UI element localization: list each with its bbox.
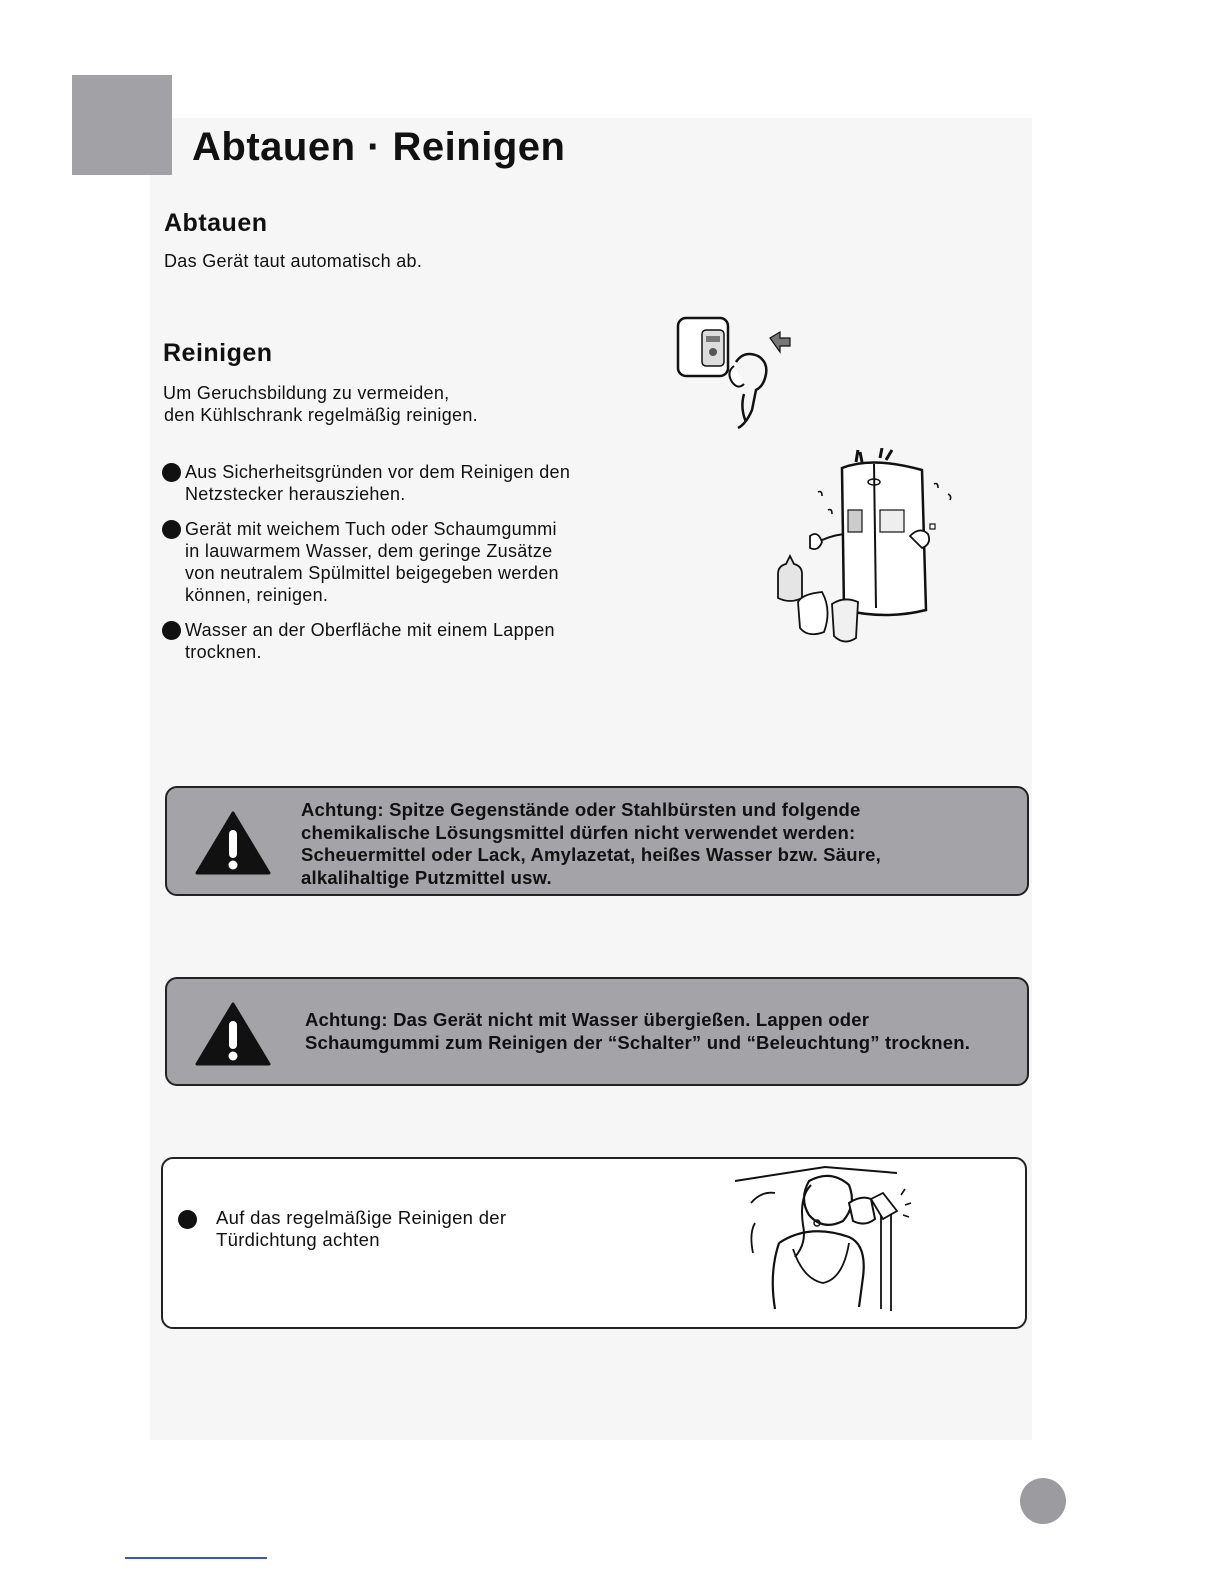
list-item (162, 619, 642, 663)
warning-triangle-icon (195, 810, 271, 876)
warning-text (301, 799, 881, 889)
warning-line: Schaumgummi zum Reinigen der “Schalter” und “Beleuchtung” trocknen. (305, 1031, 971, 1053)
bullet-dot-icon (178, 1210, 197, 1229)
page-title: Abtauen · Reinigen (192, 125, 566, 169)
abtauen-text: Das Gerät taut automatisch ab. (164, 251, 423, 271)
unplug-illustration (672, 310, 802, 430)
bullet-dot-icon (162, 463, 181, 482)
reinigen-intro-line: den Kühlschrank regelmäßig reinigen. (164, 405, 478, 425)
warning-line: Scheuermittel oder Lack, Amylazetat, heißes Wasser bzw. Säure, (301, 844, 881, 865)
bullet-line: Aus Sicherheitsgründen vor dem Reinigen den (185, 462, 571, 482)
warning-box-water (165, 977, 1029, 1086)
door-seal-cleaning-illustration (731, 1163, 931, 1323)
cleaning-bullet-list (162, 461, 642, 676)
footer-link-line (125, 1557, 267, 1559)
reinigen-heading: Reinigen (163, 339, 273, 367)
tip-line: Türdichtung achten (216, 1229, 380, 1250)
warning-line: Achtung: Spitze Gegenstände oder Stahlbürsten und folgende (301, 799, 861, 820)
list-item (162, 518, 642, 606)
tip-text (216, 1207, 506, 1251)
list-item (162, 461, 642, 505)
warning-box-chemicals (165, 786, 1029, 896)
bullet-line: Gerät mit weichem Tuch oder Schaumgummi (185, 519, 557, 539)
bullet-line: Wasser an der Oberfläche mit einem Lappen (185, 620, 555, 640)
bullet-dot-icon (162, 520, 181, 539)
header-square (72, 75, 172, 175)
reinigen-intro-line: Um Geruchsbildung zu vermeiden, (163, 383, 450, 403)
bullet-line: Netzstecker herausziehen. (185, 484, 406, 504)
bullet-line: in lauwarmem Wasser, dem geringe Zusätze (185, 541, 553, 561)
warning-text (305, 1009, 970, 1054)
page-number-circle (1020, 1478, 1066, 1524)
bullet-line: können, reinigen. (185, 585, 329, 605)
bullet-line: von neutralem Spülmittel beigegeben werden (185, 563, 559, 583)
reinigen-intro (163, 382, 478, 426)
door-seal-tip-box (161, 1157, 1027, 1329)
warning-line: alkalihaltige Putzmittel usw. (301, 866, 552, 888)
tip-line: Auf das regelmäßige Reinigen der (216, 1207, 507, 1228)
abtauen-heading: Abtauen (164, 209, 268, 237)
fridge-cleaning-illustration (770, 448, 970, 648)
warning-triangle-icon (195, 1001, 271, 1067)
warning-line: Achtung: Das Gerät nicht mit Wasser übergießen. Lappen oder (305, 1009, 870, 1030)
warning-line: chemikalische Lösungsmittel dürfen nicht verwendet werden: (301, 821, 856, 843)
bullet-line: trocknen. (185, 642, 262, 662)
bullet-dot-icon (162, 621, 181, 640)
